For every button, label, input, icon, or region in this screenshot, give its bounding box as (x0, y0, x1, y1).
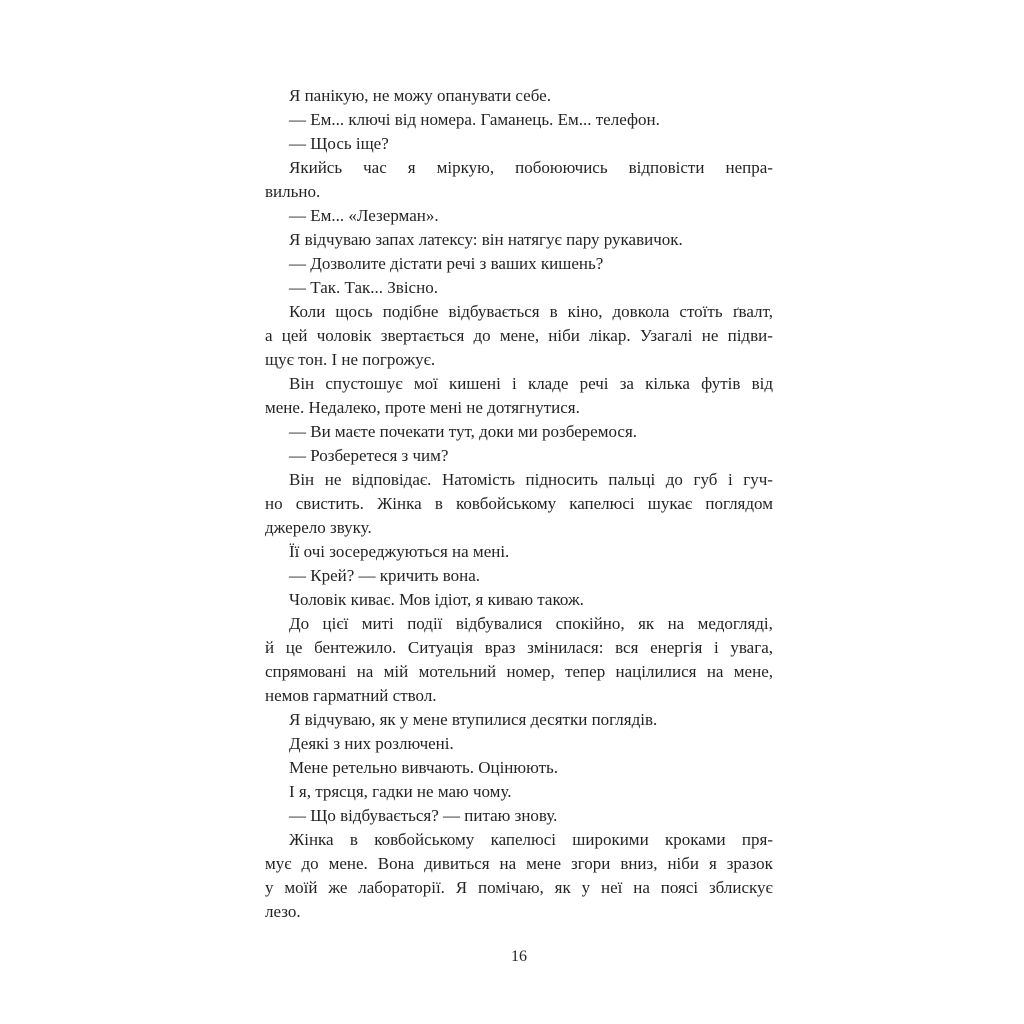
text-word: вся (615, 638, 639, 657)
text-word: вниз, (620, 854, 658, 873)
text-word: на (667, 614, 685, 633)
text-line: — Дозволите дістати речі з ваших кишень? (289, 254, 604, 273)
text-word: від (751, 374, 773, 393)
text-word: ніби (667, 854, 700, 873)
text-line: Я відчуваю запах латексу: він натягує пару рукавичок. (289, 230, 683, 249)
text-word: тепер (565, 662, 606, 681)
text-word: спустошує (325, 374, 403, 393)
text-word: відбувалися (455, 614, 543, 633)
text-word: моїй (284, 878, 318, 897)
text-word: Я (455, 878, 468, 897)
text-word: побоюючись (515, 158, 608, 177)
text-word: на (706, 662, 724, 681)
text-word: стоїть (679, 302, 723, 321)
text-word: й (265, 638, 275, 657)
text-word: не (324, 470, 342, 489)
text-word: цієї (322, 614, 349, 633)
text-line (265, 612, 773, 636)
text-word: ковбойському (374, 830, 475, 849)
text-word: кладе (527, 374, 569, 393)
text-line (265, 372, 773, 396)
text-line (265, 324, 773, 348)
text-word: лабораторії. (358, 878, 445, 897)
text-word: кишені (449, 374, 501, 393)
text-word: Натомість (441, 470, 515, 489)
text-word: кілька (645, 374, 690, 393)
text-line: мене. Недалеко, проте мені не дотягнутися. (265, 398, 580, 417)
text-line (265, 636, 773, 660)
text-word: До (289, 614, 310, 633)
text-word: Жінка (377, 494, 422, 513)
text-word: враз (484, 638, 516, 657)
text-word: речі (579, 374, 609, 393)
text-word: в (549, 302, 558, 321)
text-line: лезо. (265, 902, 301, 921)
text-word: за (619, 374, 634, 393)
text-word: широкими (572, 830, 649, 849)
text-word: Ситуація (407, 638, 474, 657)
text-word: ґвалт, (732, 302, 773, 321)
text-line (265, 660, 773, 684)
text-word: на (356, 662, 374, 681)
text-line: Чоловік киває. Мов ідіот, я киваю також. (289, 590, 584, 609)
text-word: час (363, 158, 387, 177)
text-word: звертається (380, 326, 465, 345)
text-word: відбувається (448, 302, 540, 321)
text-line: — Крей? — кричить вона. (289, 566, 481, 585)
text-word: націлилися (615, 662, 697, 681)
text-word: міркую, (436, 158, 495, 177)
text-word: миті (361, 614, 394, 633)
text-word: підносить (525, 470, 598, 489)
text-line (265, 828, 773, 852)
text-word: футів (701, 374, 741, 393)
text-word: це (285, 638, 303, 657)
text-line: І я, трясця, гадки не маю чому. (289, 782, 512, 801)
text-word: я (407, 158, 416, 177)
text-line (265, 852, 773, 876)
text-word: події (407, 614, 443, 633)
text-line (265, 492, 773, 516)
text-word: зблискує (708, 878, 773, 897)
text-word: на (499, 854, 517, 873)
text-word: мене, (733, 662, 773, 681)
text-word: мене. (328, 854, 368, 873)
text-word: ковбойському (456, 494, 557, 513)
text-word: дивиться (424, 854, 490, 873)
text-line: Її очі зосереджуються на мені. (289, 542, 510, 561)
text-word: у (265, 878, 274, 897)
text-word: увага, (730, 638, 773, 657)
text-line: — Так. Так... Звісно. (289, 278, 438, 297)
text-word: Жінка (289, 830, 334, 849)
text-word: відповідає. (351, 470, 432, 489)
text-word: ніби (548, 326, 580, 345)
text-word: лікар. (589, 326, 631, 345)
text-line: вильно. (265, 182, 321, 201)
text-word: гуч- (743, 470, 773, 489)
text-line: — Ем... «Лезерман». (289, 206, 439, 225)
text-word: як (554, 878, 571, 897)
text-word: як (638, 614, 655, 633)
text-line: щує тон. І не погрожує. (265, 350, 436, 369)
text-word: Коли (289, 302, 326, 321)
text-word: спрямовані (265, 662, 347, 681)
text-word: Вона (377, 854, 415, 873)
text-word: я (708, 854, 717, 873)
text-word: подібне (382, 302, 439, 321)
text-word: Він (289, 470, 315, 489)
text-word: змінилася: (527, 638, 604, 657)
text-word: і (713, 638, 719, 657)
text-word: спокійно, (555, 614, 625, 633)
text-word: же (328, 878, 348, 897)
text-word: номер, (506, 662, 555, 681)
text-word: кроками (664, 830, 726, 849)
text-word: бентежило. (314, 638, 397, 657)
text-word: довкола (612, 302, 670, 321)
text-word: і (727, 470, 733, 489)
text-line: Деякі з них розлючені. (289, 734, 454, 753)
text-word: щось (335, 302, 373, 321)
text-line: Мене ретельно вивчають. Оцінюють. (289, 758, 558, 777)
text-line: немов гарматний ствол. (265, 686, 437, 705)
text-word: чоловік (316, 326, 372, 345)
text-word: Якийсь (289, 158, 343, 177)
text-word: капелюсі (490, 830, 556, 849)
text-word: до (665, 470, 683, 489)
text-word: капелюсі (569, 494, 635, 513)
text-word: губ (693, 470, 718, 489)
text-word: пря- (741, 830, 773, 849)
text-line: — Що відбувається? — питаю знову. (289, 806, 558, 825)
text-line: — Щось іще? (289, 134, 389, 153)
text-line: — Ем... ключі від номера. Гаманець. Ем... телефон. (289, 110, 660, 129)
text-word: мій (383, 662, 409, 681)
text-word: згори (571, 854, 611, 873)
text-word: пальці (608, 470, 656, 489)
text-word: енергія (650, 638, 703, 657)
text-word: а (265, 326, 273, 345)
text-word: поясі (660, 878, 699, 897)
text-word: і (512, 374, 517, 393)
text-line (265, 876, 773, 900)
text-line: джерело звуку. (265, 518, 372, 537)
text-word: медогляді, (697, 614, 773, 633)
text-word: мотельний (418, 662, 497, 681)
text-word: но (265, 494, 283, 513)
text-line: Я відчуваю, як у мене втупилися десятки поглядів. (289, 710, 658, 729)
text-word: на (633, 878, 650, 897)
text-word: мене, (499, 326, 540, 345)
text-word: Узагалі (639, 326, 693, 345)
text-word: шукає (647, 494, 693, 513)
text-word: кіно, (567, 302, 603, 321)
text-word: мене (526, 854, 562, 873)
text-word: до (301, 854, 319, 873)
text-line: Я панікую, не можу опанувати себе. (289, 86, 551, 105)
text-word: підви- (727, 326, 773, 345)
text-word: не (701, 326, 719, 345)
text-word: мої (413, 374, 438, 393)
text-word: в (349, 830, 358, 849)
page-text (265, 84, 773, 924)
text-line (265, 156, 773, 180)
text-line: — Розберетеся з чим? (289, 446, 449, 465)
text-word: свистить. (295, 494, 364, 513)
text-word: поглядом (705, 494, 773, 513)
text-word: відповісти (628, 158, 705, 177)
text-word: Він (289, 374, 315, 393)
text-word: непра- (725, 158, 773, 177)
text-word: до (473, 326, 491, 345)
text-word: зразок (726, 854, 773, 873)
text-word: у (581, 878, 591, 897)
text-word: цей (281, 326, 308, 345)
text-line (265, 468, 773, 492)
text-line: — Ви маєте почекати тут, доки ми розберемося. (289, 422, 638, 441)
text-word: помічаю, (478, 878, 544, 897)
page-number: 16 (511, 948, 527, 965)
text-word: мує (265, 854, 292, 873)
text-line (265, 300, 773, 324)
text-word: неї (600, 878, 623, 897)
text-word: в (434, 494, 443, 513)
